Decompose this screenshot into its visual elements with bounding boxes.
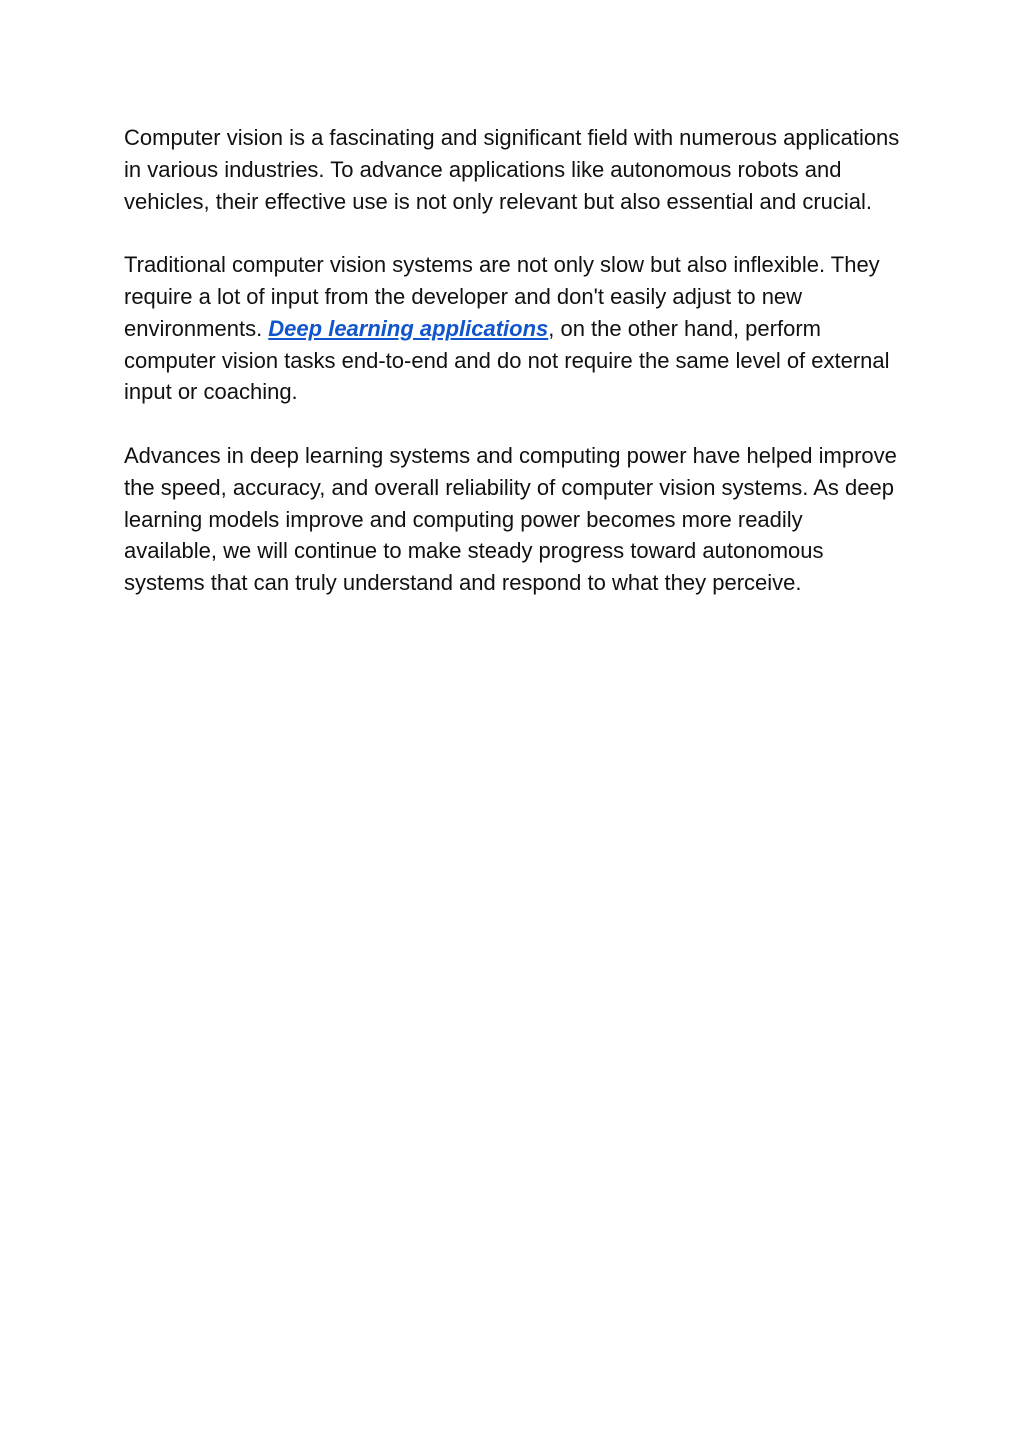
paragraph-text-before-link: Traditional computer vision systems are not only slow but also inflexible. They require a lot of input from the developer and don't easily adjust to new environments. — [124, 252, 880, 341]
paragraph-text: Computer vision is a fascinating and significant field with numerous applications in various industries. To advance applications like autonomous robots and vehicles, their effective use is not only relevant but also essential and crucial. — [124, 125, 900, 214]
paragraph-traditional-systems — [124, 249, 900, 408]
paragraph-computer-vision-intro — [124, 122, 900, 217]
deep-learning-applications-link[interactable]: Deep learning applications — [268, 315, 549, 341]
paragraph-text: Advances in deep learning systems and computing power have helped improve the speed, accuracy, and overall reliability of computer vision systems. As deep learning models improve and computing power becomes more readily available, we will continue to make steady progress toward autonomous systems that can truly understand and respond to what they perceive. — [124, 442, 897, 596]
paragraph-advances — [124, 440, 900, 599]
document-body — [124, 122, 900, 631]
paragraph-text-after-link: , on the other hand, perform computer vision tasks end-to-end and do not require the same level of external input or coaching. — [124, 315, 890, 405]
